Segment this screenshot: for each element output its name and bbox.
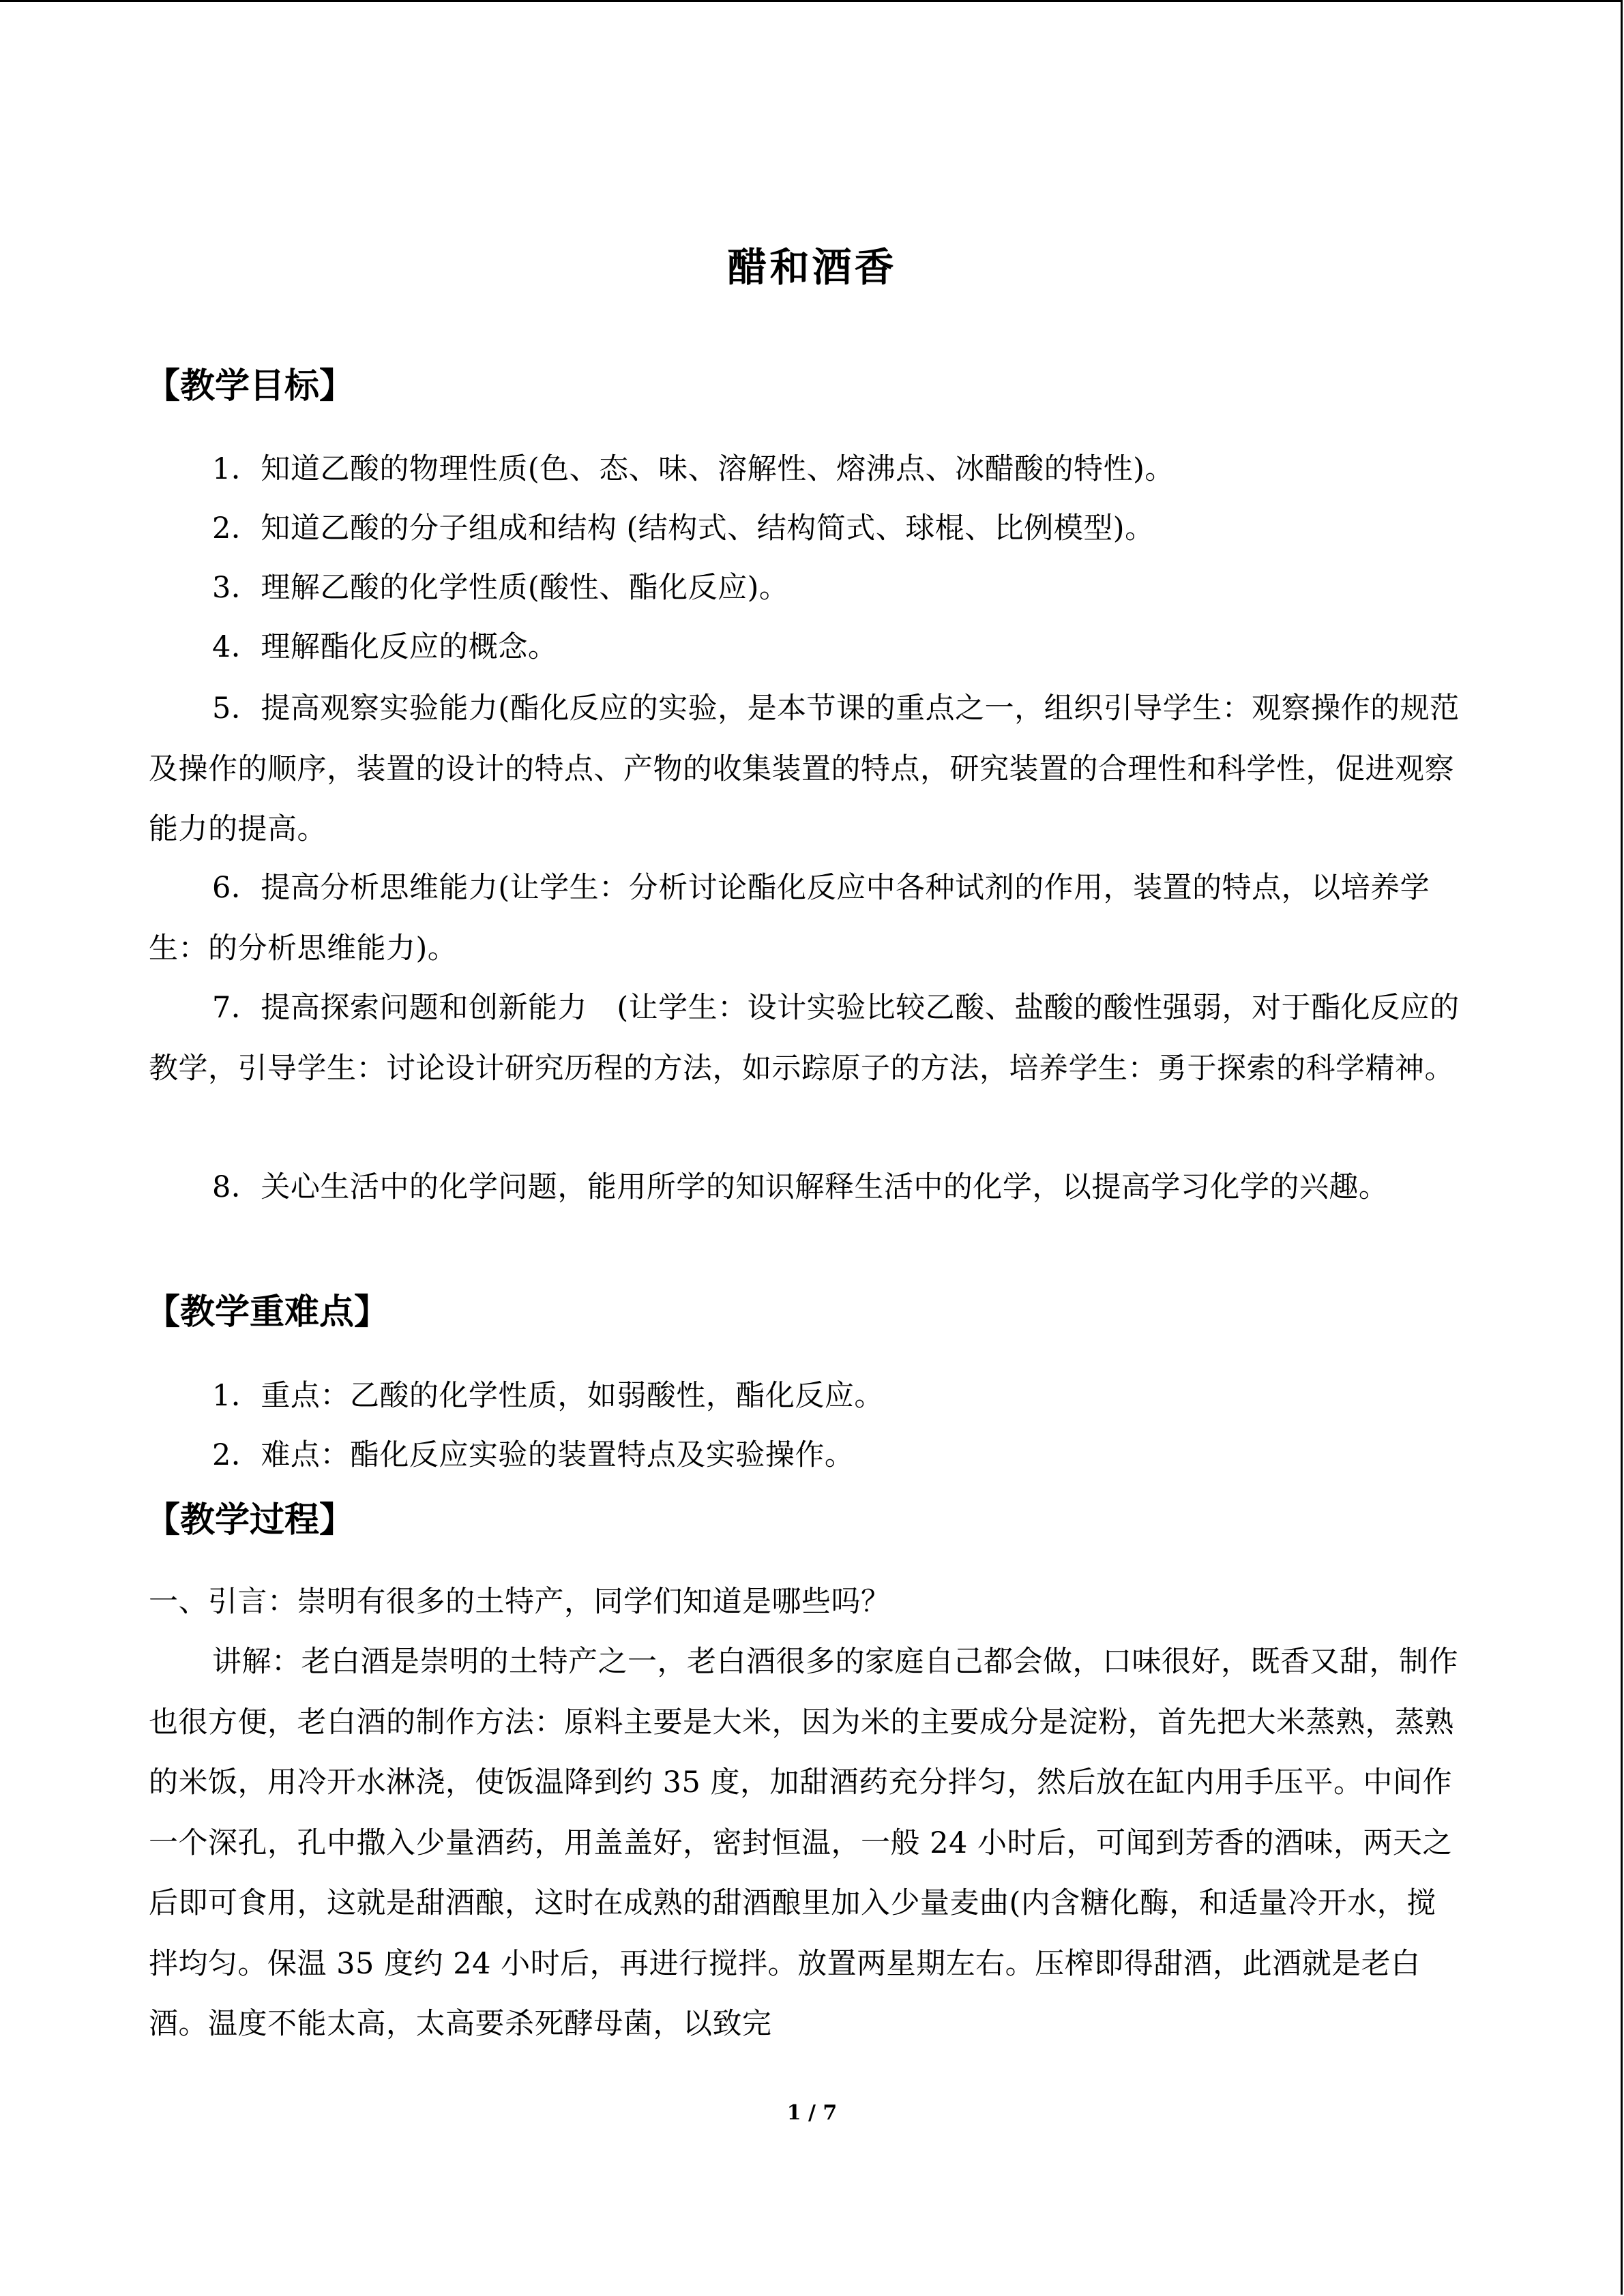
objective-item-2: 2．知道乙酸的分子组成和结构 (结构式、结构简式、球棍、比例模型)。 bbox=[212, 511, 1155, 546]
key-point-item-2: 2．难点：酯化反应实验的装置特点及实验操作。 bbox=[212, 1438, 855, 1472]
objective-item-5: 5．提高观察实验能力(酯化反应的实验，是本节课的重点之一，组织引导学生：观察操作的规范及操作的顺序，装置的设计的特点、产物的收集装置的特点，研究装置的合理性和科学性，促进观察能力的提高。 bbox=[149, 691, 1460, 846]
key-point-item-1: 1．重点：乙酸的化学性质，如弱酸性，酯化反应。 bbox=[212, 1379, 884, 1413]
objective-item-3: 3．理解乙酸的化学性质(酸性、酯化反应)。 bbox=[212, 571, 789, 605]
page-number: 1 / 7 bbox=[786, 2101, 838, 2125]
process-explanation: 讲解：老白酒是崇明的土特产之一，老白酒很多的家庭自己都会做，口味很好，既香又甜，制作也很方便，老白酒的制作方法：原料主要是大米，因为米的主要成分是淀粉，首先把大米蒸熟，蒸熟的米饭，用冷开水淋浇，使饭温降到约 35 度，加甜酒药充分拌匀，然后放在缸内用手压平。中间作一个深孔，孔中撒入少量酒药，用盖盖好，密封恒温，一般 24 小时后，可闻到芳香的酒味，两天之后即可食用，这就是甜酒酿，这时在成熟的甜酒酿里加入少量麦曲(内含糖化酶，和适量冷开水，搅拌均匀。保温 35 度约 24 小时后，再进行搅拌。放置两星期左右。压榨即得甜酒，此酒就是老白酒。温度不能太高，太高要杀死酵母菌，以致完 bbox=[149, 1645, 1458, 2041]
objective-item-8: 8．关心生活中的化学问题，能用所学的知识解释生活中的化学，以提高学习化学的兴趣。 bbox=[212, 1170, 1389, 1204]
process-intro: 一、引言：崇明有很多的土特产，同学们知道是哪些吗？ bbox=[149, 1585, 891, 1619]
section-heading-process: 【教学过程】 bbox=[145, 1500, 355, 1540]
objective-item-7: 7．提高探索问题和创新能力 (让学生：设计实验比较乙酸、盐酸的酸性强弱，对于酯化反应的教学，引导学生：讨论设计研究历程的方法，如示踪原子的方法，培养学生：勇于探索的科学精神。 bbox=[149, 991, 1460, 1086]
document-title: 醋和酒香 bbox=[727, 243, 897, 290]
section-heading-key-points: 【教学重难点】 bbox=[145, 1292, 389, 1332]
section-heading-objectives: 【教学目标】 bbox=[145, 366, 355, 406]
objective-item-4: 4．理解酯化反应的概念。 bbox=[212, 630, 558, 664]
objective-item-6: 6．提高分析思维能力(让学生：分析讨论酯化反应中各种试剂的作用，装置的特点，以培养学生：的分析思维能力)。 bbox=[149, 871, 1430, 966]
objective-item-1: 1．知道乙酸的物理性质(色、态、味、溶解性、熔沸点、冰醋酸的特性)。 bbox=[212, 452, 1175, 486]
